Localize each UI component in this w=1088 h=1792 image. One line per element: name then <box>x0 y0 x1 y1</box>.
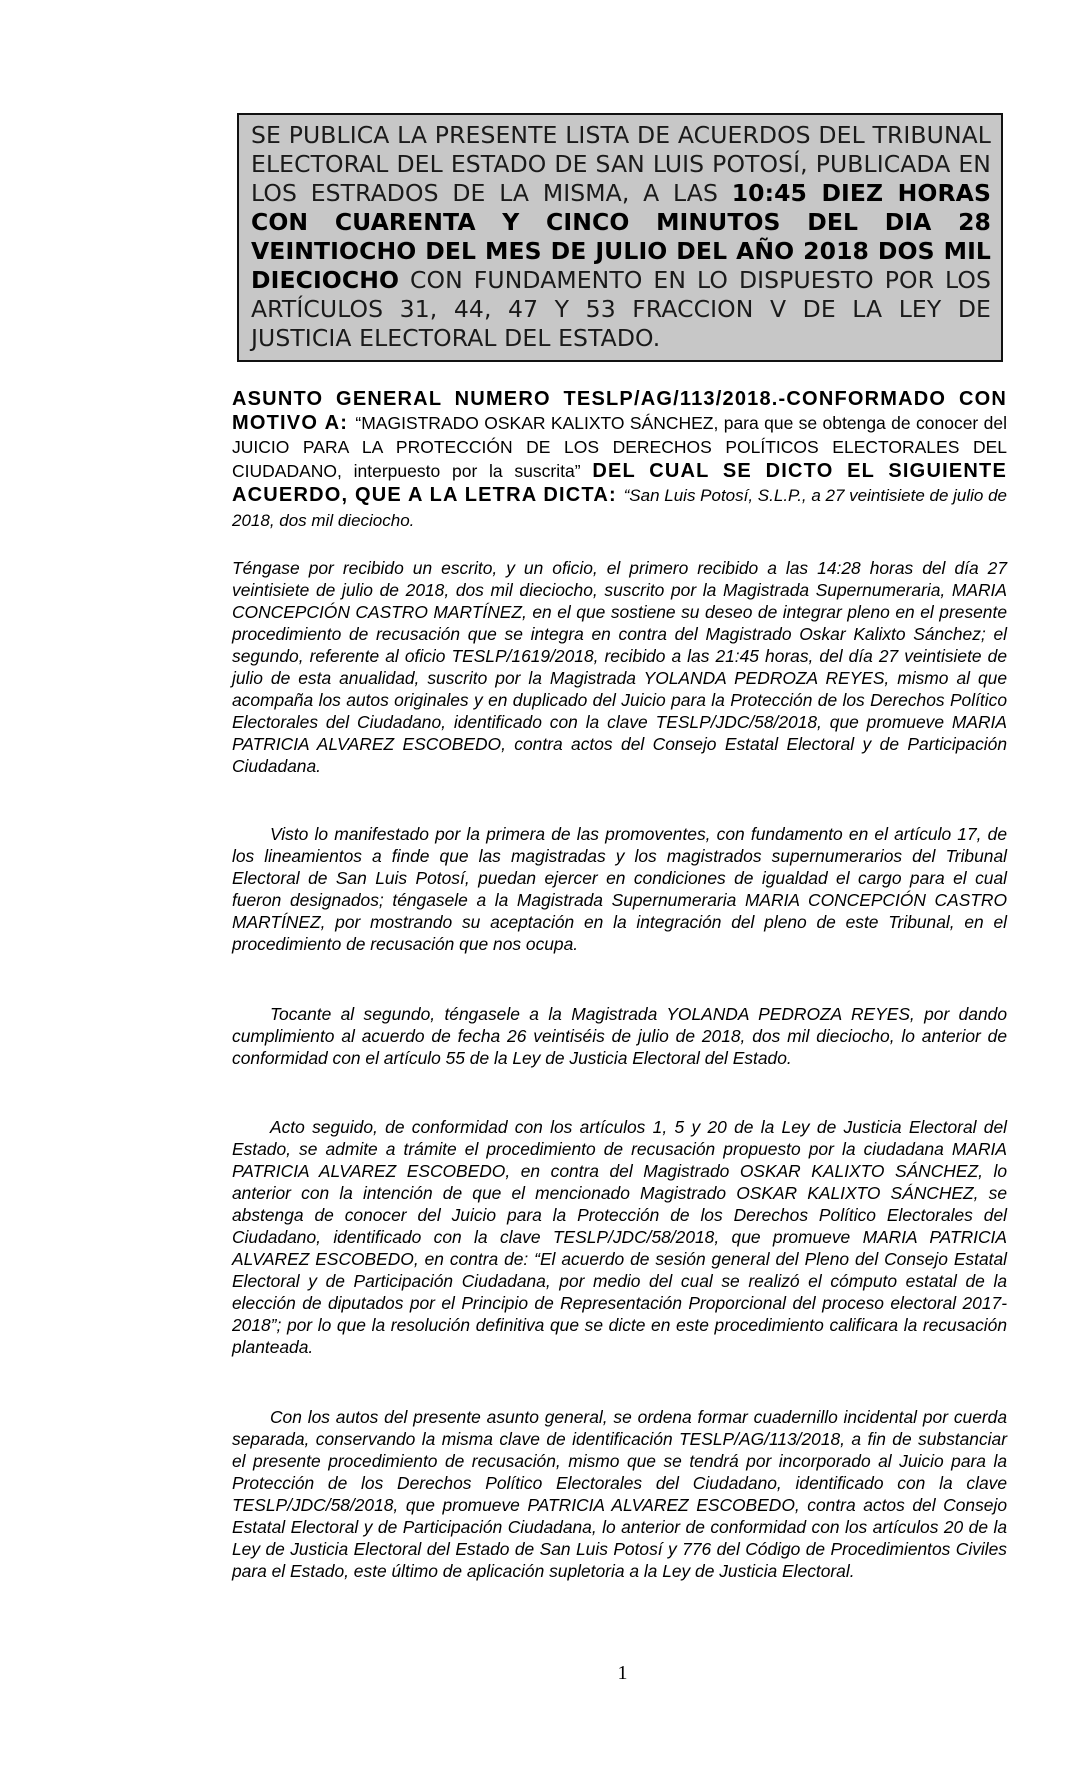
notice-text-datetime: 10:45 DIEZ HORAS CON CUARENTA Y CINCO MINUTOS DEL DIA 28 VEINTIOCHO DEL MES DE JULIO DEL AÑO 2018 DOS MIL DIECIOCHO <box>251 179 991 294</box>
page-number: 1 <box>617 1662 628 1684</box>
case-number-title: ASUNTO GENERAL NUMERO TESLP/AG/113/2018.-CONFORMADO CON MOTIVO A: <box>232 388 1007 434</box>
paragraph-first-promovente: Visto lo manifestado por la primera de las promoventes, con fundamento en el artículo 17, de los lineamientos a finde que las magistradas y los magistrados supernumerarios del Tribunal Electoral de San Luis Potosí, puedan ejercer en condiciones de igualdad el cargo para el cual fueron designados; téngasele a la Magistrada Supernumeraria MARIA CONCEPCIÓN CASTRO MARTÍNEZ, por mostrando su aceptación en la integración del pleno de este Tribunal, en el procedimiento de recusación que nos ocupa. <box>232 824 1007 954</box>
case-heading <box>232 387 1007 533</box>
agreement-date: “San Luis Potosí, S.L.P., a 27 veintisiete de julio de 2018, dos mil dieciocho. <box>232 486 1007 530</box>
notice-text-lead: SE PUBLICA LA PRESENTE LISTA DE ACUERDOS DEL TRIBUNAL ELECTORAL DEL ESTADO DE SAN LUIS POTOSÍ, PUBLICADA EN LOS ESTRADOS DE LA MISMA, A LAS <box>251 121 991 207</box>
agreement-intro: DEL CUAL SE DICTO EL SIGUIENTE ACUERDO, QUE A LA LETRA DICTA: <box>232 460 1007 506</box>
paragraph-admission: Acto seguido, de conformidad con los artículos 1, 5 y 20 de la Ley de Justicia Electoral del Estado, se admite a trámite el procedimiento de recusación propuesto por la ciudadana MARIA PATRICIA ALVAREZ ESCOBEDO, en contra del Magistrado OSKAR KALIXTO SÁNCHEZ, lo anterior con la intención de que el mencionado Magistrado OSKAR KALIXTO SÁNCHEZ, se abstenga de conocer del Juicio para la Protección de los Derechos Político Electorales del Ciudadano, identificado con la clave TESLP/JDC/58/2018, que promueve MARIA PATRICIA ALVAREZ ESCOBEDO, en contra de: “El acuerdo de sesión general del Pleno del Consejo Estatal Electoral y de Participación Ciudadana, por medio del cual se realizó el cómputo estatal de la elección de diputados por el Principio de Representación Proporcional del proceso electoral 2017-2018”; por lo que la resolución definitiva que se dicte en este procedimiento calificara la recusación planteada. <box>232 1117 1007 1357</box>
paragraph-incidental-notebook: Con los autos del presente asunto general, se ordena formar cuadernillo incidental por cuerda separada, conservando la misma clave de identificación TESLP/AG/113/2018, a fin de substanciar el presente procedimiento de recusación, mismo que se tendrá por incorporado al Juicio para la Protección de los Derechos Político Electorales del Ciudadano, identificado con la clave TESLP/JDC/58/2018, que promueve PATRICIA ALVAREZ ESCOBEDO, contra actos del Consejo Estatal Electoral y de Participación Ciudadana, lo anterior de conformidad con los artículos 20 de la Ley de Justicia Electoral del Estado de San Luis Potosí y 776 del Código de Procedimientos Civiles para el Estado, este último de aplicación supletoria a la Ley de Justicia Electoral. <box>232 1407 1007 1581</box>
paragraph-receipt: Téngase por recibido un escrito, y un oficio, el primero recibido a las 14:28 horas del día 27 veintisiete de julio de 2018, dos mil dieciocho, suscrito por la Magistrada Supernumeraria, MARIA CONCEPCIÓN CASTRO MARTÍNEZ, en el que sostiene su deseo de integrar pleno en el presente procedimiento de recusación que se integra en contra del Magistrado Oskar Kalixto Sánchez; el segundo, referente al oficio TESLP/1619/2018, recibido a las 21:45 horas, del día 27 veintisiete de julio de esta anualidad, suscrito por la Magistrada YOLANDA PEDROZA REYES, mismo al que acompaña los autos originales y en duplicado del Juicio para la Protección de los Derechos Político Electorales del Ciudadano, identificado con la clave TESLP/JDC/58/2018, que promueve MARIA PATRICIA ALVAREZ ESCOBEDO, contra actos del Consejo Estatal Electoral y de Participación Ciudadana. <box>232 558 1007 776</box>
case-motive-quote: “MAGISTRADO OSKAR KALIXTO SÁNCHEZ, para que se obtenga de conocer del JUICIO PARA LA PROTECCIÓN DE LOS DERECHOS POLÍTICOS ELECTORALES DEL CIUDADANO, interpuesto por la suscrita” <box>232 413 1007 481</box>
paragraph-second-promovente: Tocante al segundo, téngasele a la Magistrada YOLANDA PEDROZA REYES, por dando cumplimiento al acuerdo de fecha 26 veintiséis de julio de 2018, dos mil dieciocho, lo anterior de conformidad con el artículo 55 de la Ley de Justicia Electoral del Estado. <box>232 1004 1007 1068</box>
publication-notice-box <box>237 113 1003 362</box>
notice-text-legal-basis: CON FUNDAMENTO EN LO DISPUESTO POR LOS ARTÍCULOS 31, 44, 47 Y 53 FRACCION V DE LA LEY DE JUSTICIA ELECTORAL DEL ESTADO. <box>251 266 991 352</box>
